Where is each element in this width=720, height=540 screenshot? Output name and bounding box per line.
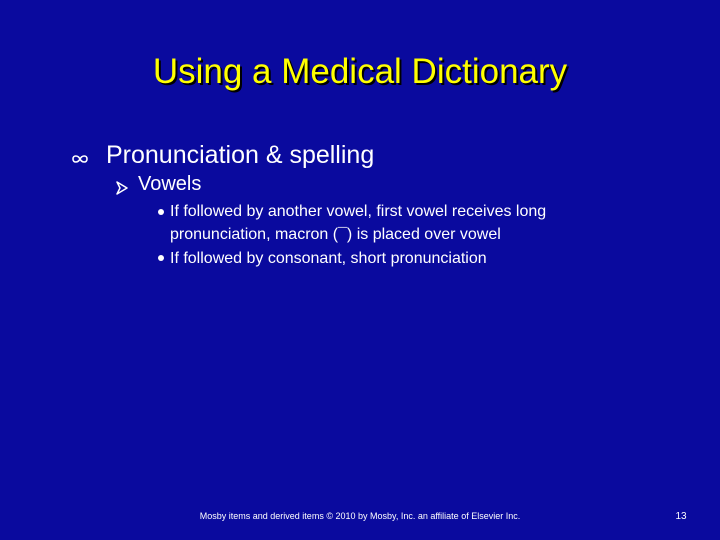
bullet-long-vowel-line-2: pronunciation, macron (¯) is placed over vowel [170, 226, 501, 243]
copyright-footer: Mosby items and derived items © 2010 by Mosby, Inc. an affiliate of Elsevier Inc. [199, 511, 521, 521]
slide-title: Using a Medical Dictionary [152, 52, 568, 91]
arrowhead-icon [115, 180, 129, 196]
bullet-vowels: Vowels [138, 173, 202, 195]
page-number: 13 [675, 511, 687, 522]
bullet-pronunciation-spelling: Pronunciation & spelling [106, 141, 375, 169]
infinity-icon [71, 152, 89, 166]
bullet-short-vowel: If followed by consonant, short pronunciation [170, 250, 487, 267]
bullet-long-vowel-line-1: If followed by another vowel, first vowel receives long [170, 203, 547, 220]
dot-icon [158, 255, 164, 261]
dot-icon [158, 209, 164, 215]
